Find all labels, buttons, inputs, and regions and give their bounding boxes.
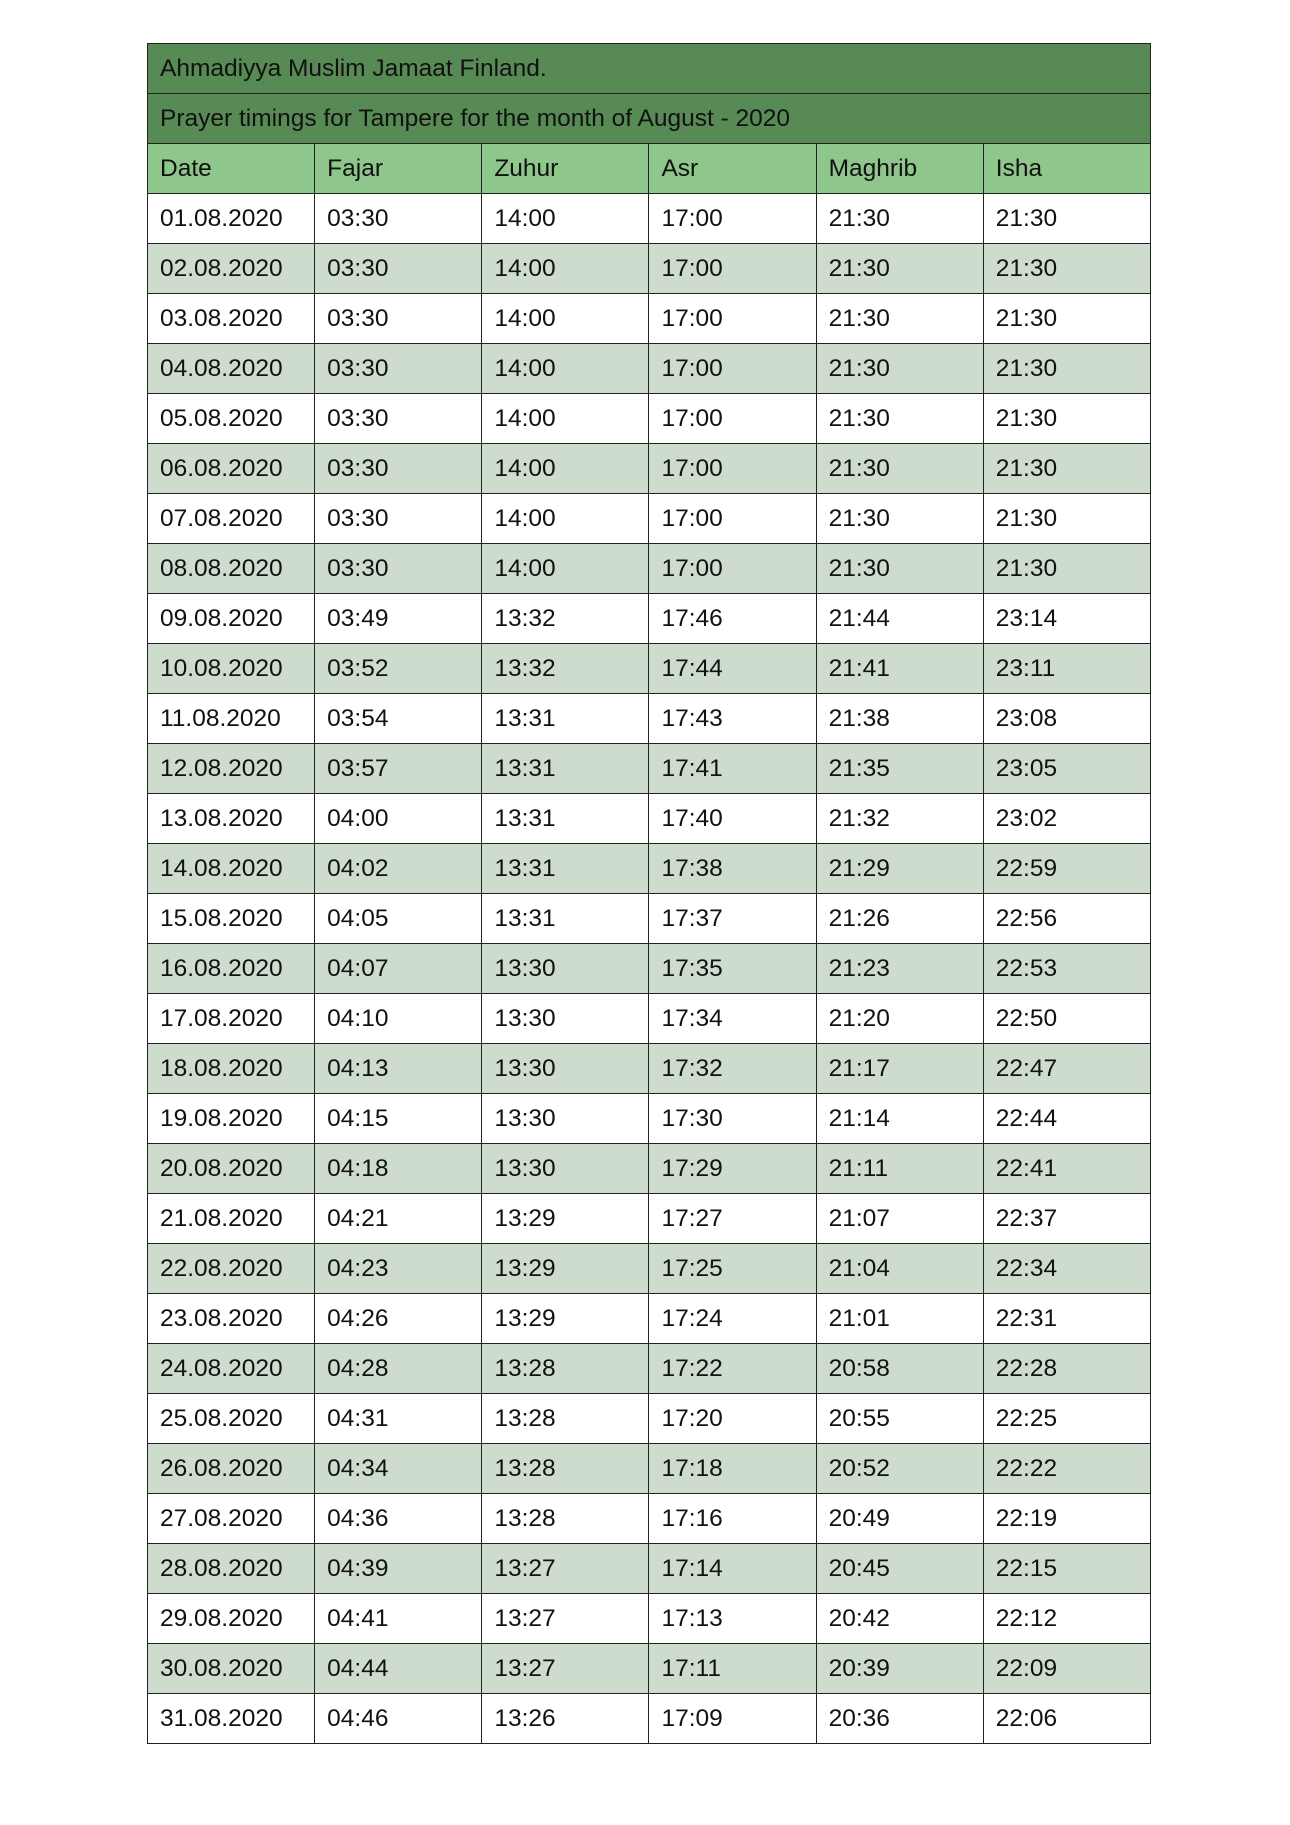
cell-date: 12.08.2020 <box>148 744 315 794</box>
cell-fajar: 03:54 <box>315 694 482 744</box>
cell-fajar: 04:41 <box>315 1594 482 1644</box>
cell-date: 22.08.2020 <box>148 1244 315 1294</box>
cell-fajar: 03:30 <box>315 294 482 344</box>
cell-fajar: 04:18 <box>315 1144 482 1194</box>
cell-asr: 17:11 <box>649 1644 816 1694</box>
cell-fajar: 03:30 <box>315 494 482 544</box>
cell-date: 04.08.2020 <box>148 344 315 394</box>
cell-date: 07.08.2020 <box>148 494 315 544</box>
cell-isha: 21:30 <box>983 294 1150 344</box>
cell-maghrib: 21:35 <box>816 744 983 794</box>
cell-date: 28.08.2020 <box>148 1544 315 1594</box>
cell-fajar: 03:30 <box>315 444 482 494</box>
cell-asr: 17:41 <box>649 744 816 794</box>
cell-asr: 17:35 <box>649 944 816 994</box>
cell-maghrib: 21:14 <box>816 1094 983 1144</box>
cell-asr: 17:00 <box>649 444 816 494</box>
cell-isha: 22:37 <box>983 1194 1150 1244</box>
cell-maghrib: 21:11 <box>816 1144 983 1194</box>
cell-maghrib: 21:44 <box>816 594 983 644</box>
cell-zuhur: 13:30 <box>482 1144 649 1194</box>
table-row <box>148 1444 1151 1494</box>
cell-fajar: 04:23 <box>315 1244 482 1294</box>
cell-fajar: 03:30 <box>315 344 482 394</box>
cell-maghrib: 20:39 <box>816 1644 983 1694</box>
cell-maghrib: 21:29 <box>816 844 983 894</box>
cell-isha: 22:59 <box>983 844 1150 894</box>
cell-date: 15.08.2020 <box>148 894 315 944</box>
cell-zuhur: 13:32 <box>482 644 649 694</box>
cell-zuhur: 13:30 <box>482 994 649 1044</box>
cell-fajar: 04:28 <box>315 1344 482 1394</box>
cell-date: 26.08.2020 <box>148 1444 315 1494</box>
cell-zuhur: 13:29 <box>482 1194 649 1244</box>
cell-maghrib: 21:32 <box>816 794 983 844</box>
cell-fajar: 04:21 <box>315 1194 482 1244</box>
table-row <box>148 1594 1151 1644</box>
cell-zuhur: 13:31 <box>482 694 649 744</box>
table-row <box>148 744 1151 794</box>
cell-asr: 17:37 <box>649 894 816 944</box>
cell-asr: 17:32 <box>649 1044 816 1094</box>
cell-maghrib: 21:20 <box>816 994 983 1044</box>
table-row <box>148 1094 1151 1144</box>
cell-fajar: 04:26 <box>315 1294 482 1344</box>
cell-maghrib: 21:38 <box>816 694 983 744</box>
cell-asr: 17:18 <box>649 1444 816 1494</box>
cell-fajar: 04:05 <box>315 894 482 944</box>
cell-zuhur: 13:31 <box>482 794 649 844</box>
org-title: Ahmadiyya Muslim Jamaat Finland. <box>148 44 1151 94</box>
cell-isha: 23:08 <box>983 694 1150 744</box>
cell-fajar: 04:31 <box>315 1394 482 1444</box>
cell-maghrib: 20:36 <box>816 1694 983 1744</box>
cell-zuhur: 14:00 <box>482 444 649 494</box>
cell-asr: 17:27 <box>649 1194 816 1244</box>
cell-maghrib: 20:42 <box>816 1594 983 1644</box>
header-row <box>148 144 1151 194</box>
column-header-asr: Asr <box>649 144 816 194</box>
cell-maghrib: 21:26 <box>816 894 983 944</box>
cell-asr: 17:40 <box>649 794 816 844</box>
table-row <box>148 194 1151 244</box>
cell-zuhur: 14:00 <box>482 294 649 344</box>
cell-isha: 22:56 <box>983 894 1150 944</box>
cell-date: 13.08.2020 <box>148 794 315 844</box>
cell-date: 16.08.2020 <box>148 944 315 994</box>
cell-asr: 17:24 <box>649 1294 816 1344</box>
cell-fajar: 03:52 <box>315 644 482 694</box>
cell-zuhur: 13:29 <box>482 1244 649 1294</box>
cell-asr: 17:25 <box>649 1244 816 1294</box>
cell-isha: 22:28 <box>983 1344 1150 1394</box>
table-row <box>148 344 1151 394</box>
cell-zuhur: 13:28 <box>482 1444 649 1494</box>
cell-maghrib: 21:04 <box>816 1244 983 1294</box>
cell-asr: 17:16 <box>649 1494 816 1544</box>
cell-isha: 22:09 <box>983 1644 1150 1694</box>
cell-fajar: 04:10 <box>315 994 482 1044</box>
cell-zuhur: 13:31 <box>482 894 649 944</box>
cell-isha: 21:30 <box>983 444 1150 494</box>
table-subtitle: Prayer timings for Tampere for the month of August - 2020 <box>148 94 1151 144</box>
cell-maghrib: 21:30 <box>816 394 983 444</box>
cell-asr: 17:30 <box>649 1094 816 1144</box>
cell-isha: 23:14 <box>983 594 1150 644</box>
table-row <box>148 1244 1151 1294</box>
cell-isha: 22:15 <box>983 1544 1150 1594</box>
cell-isha: 22:53 <box>983 944 1150 994</box>
cell-asr: 17:46 <box>649 594 816 644</box>
cell-isha: 21:30 <box>983 244 1150 294</box>
cell-isha: 21:30 <box>983 344 1150 394</box>
cell-fajar: 04:39 <box>315 1544 482 1594</box>
table-row <box>148 1694 1151 1744</box>
cell-zuhur: 14:00 <box>482 494 649 544</box>
cell-date: 02.08.2020 <box>148 244 315 294</box>
cell-zuhur: 13:30 <box>482 1044 649 1094</box>
cell-isha: 22:47 <box>983 1044 1150 1094</box>
cell-fajar: 03:30 <box>315 194 482 244</box>
cell-zuhur: 13:30 <box>482 1094 649 1144</box>
cell-isha: 22:19 <box>983 1494 1150 1544</box>
cell-asr: 17:34 <box>649 994 816 1044</box>
table-row <box>148 1394 1151 1444</box>
cell-zuhur: 13:27 <box>482 1644 649 1694</box>
cell-isha: 22:44 <box>983 1094 1150 1144</box>
cell-zuhur: 14:00 <box>482 394 649 444</box>
cell-asr: 17:29 <box>649 1144 816 1194</box>
column-header-date: Date <box>148 144 315 194</box>
cell-date: 21.08.2020 <box>148 1194 315 1244</box>
cell-date: 05.08.2020 <box>148 394 315 444</box>
table-row <box>148 294 1151 344</box>
cell-date: 24.08.2020 <box>148 1344 315 1394</box>
cell-isha: 23:02 <box>983 794 1150 844</box>
cell-asr: 17:38 <box>649 844 816 894</box>
cell-isha: 22:50 <box>983 994 1150 1044</box>
table-row <box>148 694 1151 744</box>
table-row <box>148 594 1151 644</box>
cell-maghrib: 20:49 <box>816 1494 983 1544</box>
cell-fajar: 04:07 <box>315 944 482 994</box>
cell-asr: 17:13 <box>649 1594 816 1644</box>
cell-zuhur: 13:31 <box>482 744 649 794</box>
cell-date: 14.08.2020 <box>148 844 315 894</box>
table-row <box>148 844 1151 894</box>
cell-fajar: 04:00 <box>315 794 482 844</box>
cell-date: 17.08.2020 <box>148 994 315 1044</box>
cell-date: 27.08.2020 <box>148 1494 315 1544</box>
cell-fajar: 04:13 <box>315 1044 482 1094</box>
table-row <box>148 994 1151 1044</box>
cell-zuhur: 13:31 <box>482 844 649 894</box>
cell-fajar: 03:57 <box>315 744 482 794</box>
cell-date: 20.08.2020 <box>148 1144 315 1194</box>
cell-isha: 21:30 <box>983 394 1150 444</box>
cell-date: 31.08.2020 <box>148 1694 315 1744</box>
title-row <box>148 44 1151 94</box>
table-row <box>148 244 1151 294</box>
cell-maghrib: 21:07 <box>816 1194 983 1244</box>
cell-fajar: 04:02 <box>315 844 482 894</box>
cell-fajar: 04:15 <box>315 1094 482 1144</box>
cell-isha: 22:34 <box>983 1244 1150 1294</box>
cell-asr: 17:00 <box>649 344 816 394</box>
table-row <box>148 494 1151 544</box>
cell-zuhur: 13:26 <box>482 1694 649 1744</box>
cell-zuhur: 13:28 <box>482 1494 649 1544</box>
table-row <box>148 1144 1151 1194</box>
cell-maghrib: 21:41 <box>816 644 983 694</box>
cell-maghrib: 20:58 <box>816 1344 983 1394</box>
cell-isha: 23:11 <box>983 644 1150 694</box>
cell-isha: 22:25 <box>983 1394 1150 1444</box>
cell-isha: 21:30 <box>983 494 1150 544</box>
table-row <box>148 644 1151 694</box>
cell-zuhur: 13:27 <box>482 1594 649 1644</box>
cell-date: 23.08.2020 <box>148 1294 315 1344</box>
cell-date: 03.08.2020 <box>148 294 315 344</box>
cell-isha: 22:06 <box>983 1694 1150 1744</box>
cell-date: 19.08.2020 <box>148 1094 315 1144</box>
cell-date: 09.08.2020 <box>148 594 315 644</box>
cell-fajar: 04:36 <box>315 1494 482 1544</box>
cell-zuhur: 13:28 <box>482 1344 649 1394</box>
cell-isha: 22:22 <box>983 1444 1150 1494</box>
cell-asr: 17:20 <box>649 1394 816 1444</box>
cell-maghrib: 20:55 <box>816 1394 983 1444</box>
cell-asr: 17:44 <box>649 644 816 694</box>
table-row <box>148 1644 1151 1694</box>
table-row <box>148 1294 1151 1344</box>
cell-fajar: 03:30 <box>315 244 482 294</box>
cell-zuhur: 14:00 <box>482 194 649 244</box>
table-row <box>148 394 1151 444</box>
column-header-isha: Isha <box>983 144 1150 194</box>
cell-maghrib: 21:23 <box>816 944 983 994</box>
cell-fajar: 03:49 <box>315 594 482 644</box>
table-row <box>148 794 1151 844</box>
table-row <box>148 1044 1151 1094</box>
cell-maghrib: 20:52 <box>816 1444 983 1494</box>
subtitle-row <box>148 94 1151 144</box>
cell-date: 30.08.2020 <box>148 1644 315 1694</box>
cell-asr: 17:09 <box>649 1694 816 1744</box>
cell-maghrib: 21:30 <box>816 544 983 594</box>
cell-maghrib: 20:45 <box>816 1544 983 1594</box>
cell-maghrib: 21:30 <box>816 194 983 244</box>
table-row <box>148 1494 1151 1544</box>
cell-asr: 17:14 <box>649 1544 816 1594</box>
cell-asr: 17:00 <box>649 494 816 544</box>
table-row <box>148 544 1151 594</box>
cell-isha: 22:12 <box>983 1594 1150 1644</box>
table-row <box>148 894 1151 944</box>
cell-date: 10.08.2020 <box>148 644 315 694</box>
cell-zuhur: 14:00 <box>482 544 649 594</box>
cell-asr: 17:43 <box>649 694 816 744</box>
cell-asr: 17:00 <box>649 394 816 444</box>
column-header-zuhur: Zuhur <box>482 144 649 194</box>
prayer-timings-table <box>147 43 1151 1744</box>
cell-date: 08.08.2020 <box>148 544 315 594</box>
cell-isha: 23:05 <box>983 744 1150 794</box>
cell-date: 11.08.2020 <box>148 694 315 744</box>
cell-date: 01.08.2020 <box>148 194 315 244</box>
table-row <box>148 1194 1151 1244</box>
cell-fajar: 04:44 <box>315 1644 482 1694</box>
column-header-fajar: Fajar <box>315 144 482 194</box>
cell-maghrib: 21:17 <box>816 1044 983 1094</box>
table-row <box>148 944 1151 994</box>
cell-zuhur: 13:30 <box>482 944 649 994</box>
cell-maghrib: 21:30 <box>816 244 983 294</box>
table-row <box>148 1344 1151 1394</box>
cell-fajar: 04:46 <box>315 1694 482 1744</box>
cell-isha: 22:41 <box>983 1144 1150 1194</box>
cell-zuhur: 13:27 <box>482 1544 649 1594</box>
cell-asr: 17:00 <box>649 194 816 244</box>
cell-maghrib: 21:30 <box>816 294 983 344</box>
cell-maghrib: 21:30 <box>816 344 983 394</box>
table-row <box>148 444 1151 494</box>
cell-maghrib: 21:30 <box>816 494 983 544</box>
cell-asr: 17:00 <box>649 244 816 294</box>
cell-maghrib: 21:30 <box>816 444 983 494</box>
cell-asr: 17:22 <box>649 1344 816 1394</box>
table-row <box>148 1544 1151 1594</box>
cell-date: 06.08.2020 <box>148 444 315 494</box>
cell-asr: 17:00 <box>649 544 816 594</box>
cell-fajar: 04:34 <box>315 1444 482 1494</box>
cell-date: 18.08.2020 <box>148 1044 315 1094</box>
cell-fajar: 03:30 <box>315 544 482 594</box>
cell-zuhur: 13:28 <box>482 1394 649 1444</box>
cell-isha: 22:31 <box>983 1294 1150 1344</box>
cell-zuhur: 14:00 <box>482 244 649 294</box>
cell-date: 25.08.2020 <box>148 1394 315 1444</box>
cell-zuhur: 13:29 <box>482 1294 649 1344</box>
cell-asr: 17:00 <box>649 294 816 344</box>
cell-fajar: 03:30 <box>315 394 482 444</box>
cell-date: 29.08.2020 <box>148 1594 315 1644</box>
column-header-maghrib: Maghrib <box>816 144 983 194</box>
cell-maghrib: 21:01 <box>816 1294 983 1344</box>
cell-isha: 21:30 <box>983 544 1150 594</box>
cell-zuhur: 13:32 <box>482 594 649 644</box>
cell-zuhur: 14:00 <box>482 344 649 394</box>
cell-isha: 21:30 <box>983 194 1150 244</box>
